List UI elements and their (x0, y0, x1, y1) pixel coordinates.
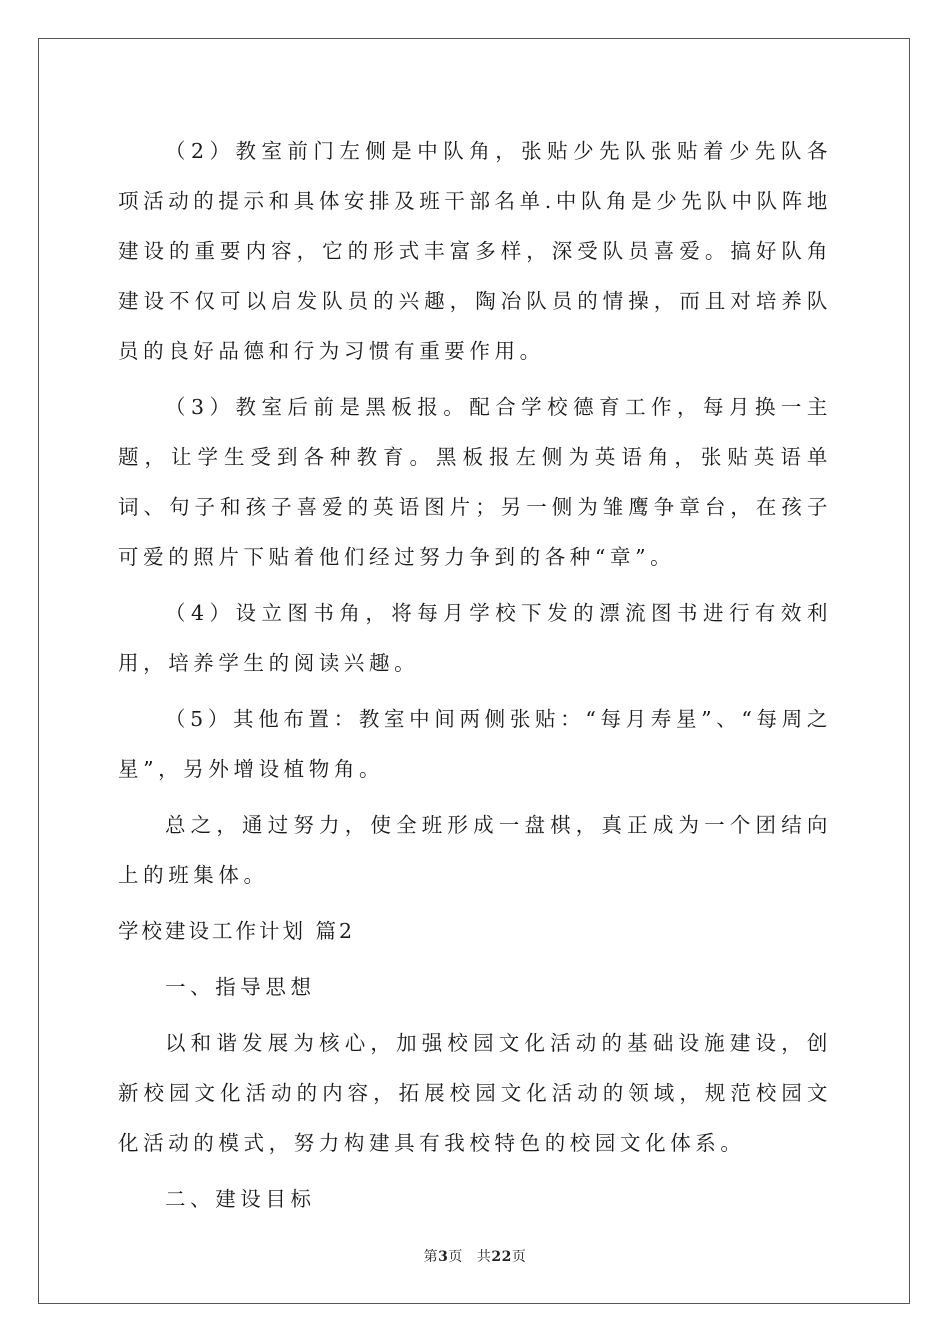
footer-page-current: 3 (438, 1249, 449, 1265)
paragraph-summary: 总之，通过努力，使全班形成一盘棋，真正成为一个团结向上的班集体。 (118, 813, 832, 887)
paragraph-guiding-thought: 以和谐发展为核心，加强校园文化活动的基础设施建设，创新校园文化活动的内容，拓展校园文化活动的领域，规范校园文化活动的模式，努力构建具有我校特色的校园文化体系。 (118, 1031, 832, 1155)
page-footer (0, 1246, 950, 1266)
footer-total-suffix: 页 (511, 1249, 527, 1265)
heading-construction-goal: 二、建设目标 (165, 1187, 316, 1211)
footer-page-total: 22 (491, 1249, 512, 1265)
heading-guiding-thought: 一、指导思想 (165, 975, 316, 999)
document-body (118, 126, 832, 1230)
footer-total-prefix: 共 (476, 1249, 492, 1265)
section-title: 学校建设工作计划 篇2 (118, 919, 356, 943)
paragraph-class-corner: （2）教室前门左侧是中队角，张贴少先队张贴着少先队各项活动的提示和具体安排及班干部名单.中队角是少先队中队阵地建设的重要内容，它的形式丰富多样，深受队员喜爱。搞好队角建设不仅可以启发队员的兴趣，陶冶队员的情操，而且对培养队员的良好品德和行为习惯有重要作用。 (118, 139, 832, 363)
paragraph-other-layout: （5）其他布置：教室中间两侧张贴：“每月寿星”、“每周之星”，另外增设植物角。 (118, 707, 832, 781)
footer-page-mid: 页 (448, 1249, 463, 1265)
paragraph-blackboard: （3）教室后前是黑板报。配合学校德育工作，每月换一主题，让学生受到各种教育。黑板报左侧为英语角，张贴英语单词、句子和孩子喜爱的英语图片；另一侧为雏鹰争章台，在孩子可爱的照片下贴着他们经过努力争到的各种“章”。 (118, 395, 832, 569)
footer-page-prefix: 第 (423, 1249, 439, 1265)
paragraph-book-corner: （4）设立图书角，将每月学校下发的漂流图书进行有效利用，培养学生的阅读兴趣。 (118, 601, 832, 675)
